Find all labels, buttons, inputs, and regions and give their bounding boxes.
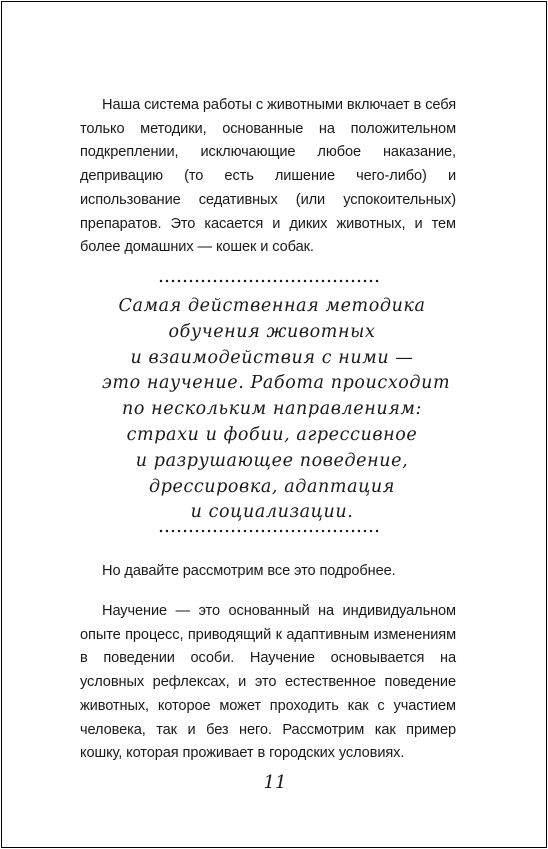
book-page [1,1,547,848]
pull-quote [102,294,451,526]
quote-line: по нескольким направлениям: [121,399,423,420]
quote-line: и разрушающее поведение, [135,450,409,471]
dotted-divider-top [158,279,380,283]
quote-line: и социализации. [190,502,354,523]
quote-line: это научение. Работа происходит [102,373,451,394]
quote-line: и взаимодействия с ними — [130,347,414,368]
quote-line: обучения животных [168,321,376,342]
dotted-divider-bottom [158,529,380,533]
quote-line: дрессировка, адаптация [149,476,395,497]
quote-line: страхи и фобии, агрессивное [126,424,418,445]
paragraph-transition: Но давайте рассмотрим все это подробнее. [102,563,396,579]
paragraph-learning-definition: Научение — это основанный на индивидуальном опыте процесс, приводящий к адаптивным изменениям в поведении особи. Научение основывается на условных рефлексах, и это естественное поведение животных, которое может проходить как с участием человека, так и без него. Рассмотрим как пример кошку, которая проживает в городских условиях. [80,603,456,762]
quote-line: Самая действенная методика [118,296,426,316]
paragraph-intro: Наша система работы с животными включает в себя только методики, основанные на положительном подкреплении, исключающие любое наказание, депривацию (то есть лишение чего-либо) и использование седативных (или успокоительных) препаратов. Это касается и диких животных, и тем более домашних — кошек и собак. [80,97,456,256]
page-number: 11 [263,772,287,793]
